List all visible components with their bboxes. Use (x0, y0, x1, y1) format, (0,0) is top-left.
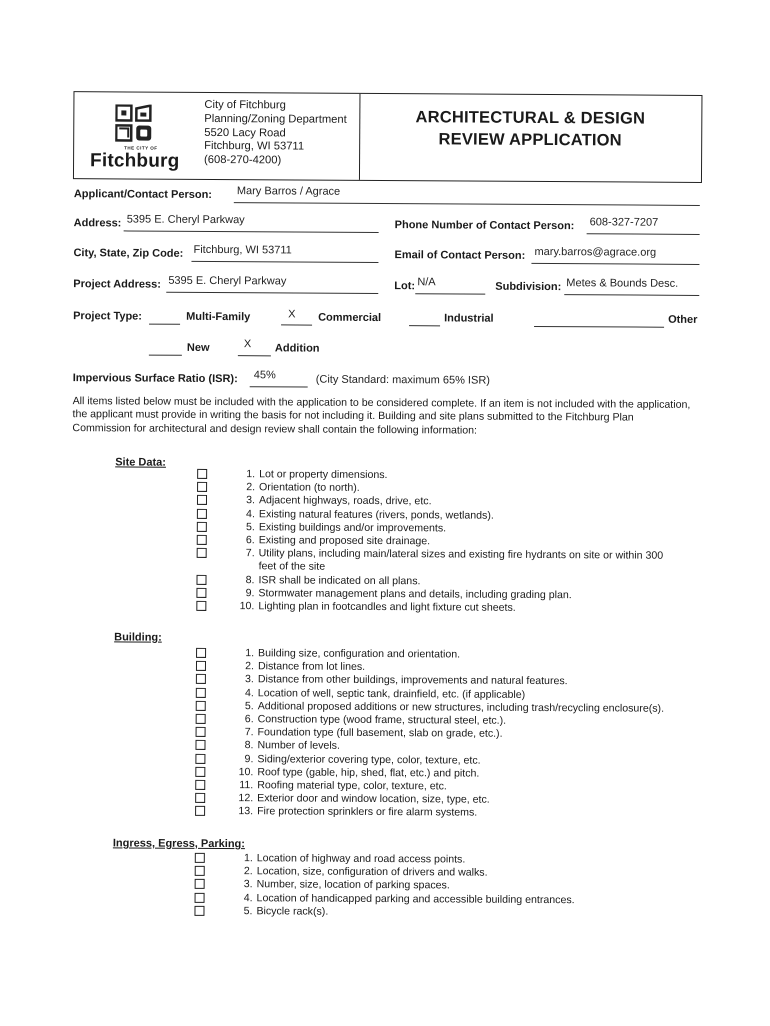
subdivision-label: Subdivision: (495, 281, 561, 293)
item-number: 7. (228, 726, 254, 739)
item-number: 3. (228, 673, 254, 686)
subdivision-line (564, 294, 699, 296)
item-text: Existing and proposed site drainage. (259, 534, 430, 548)
city-name: Fitchburg (90, 150, 180, 173)
item-text: ISR shall be indicated on all plans. (258, 574, 420, 588)
item-number: 4. (228, 687, 254, 700)
item-text: Location of highway and road access points. (257, 852, 466, 866)
ingress-egress-parking-heading: Ingress, Egress, Parking: (113, 837, 245, 850)
checkbox[interactable] (196, 648, 206, 658)
address-line: Fitchburg, WI 53711 (204, 140, 347, 155)
industrial-option: Industrial (444, 312, 494, 324)
item-text: Location, size, configuration of drivers and walks. (257, 865, 488, 880)
lot-label: Lot: (394, 280, 415, 292)
checkbox[interactable] (196, 601, 206, 611)
item-number: 4. (227, 892, 253, 905)
item-text: Location of handicapped parking and accessible building entrances. (257, 892, 575, 907)
item-number: 5. (229, 521, 255, 534)
item-text: Fire protection sprinklers or fire alarm systems. (257, 806, 477, 821)
checkbox[interactable] (196, 574, 206, 584)
checkbox[interactable] (197, 548, 207, 558)
address-line: Planning/Zoning Department (204, 113, 347, 128)
form-title-line: REVIEW APPLICATION (360, 128, 700, 152)
isr-field[interactable]: 45% (254, 369, 276, 381)
item-number: 9. (227, 753, 253, 766)
item-text: Lot or property dimensions. (259, 468, 387, 482)
multifamily-option: Multi-Family (186, 311, 250, 323)
checkbox[interactable] (195, 806, 205, 816)
isr-note: (City Standard: maximum 65% ISR) (316, 374, 490, 387)
checkbox[interactable] (197, 482, 207, 492)
checkbox[interactable] (196, 661, 206, 671)
checkbox[interactable] (195, 793, 205, 803)
multifamily-blank[interactable] (149, 324, 180, 325)
isr-label: Impervious Surface Ratio (ISR): (73, 372, 238, 385)
checkbox[interactable] (196, 687, 206, 697)
checkbox[interactable] (196, 727, 206, 737)
item-number: 11. (227, 779, 253, 792)
item-number: 12. (227, 792, 253, 805)
checkbox[interactable] (196, 588, 206, 598)
email-label: Email of Contact Person: (394, 249, 525, 262)
city-small-label: THE CITY OF (124, 145, 157, 150)
checkbox[interactable] (195, 853, 205, 863)
item-text: Number, size, location of parking spaces. (257, 879, 450, 893)
checkbox[interactable] (195, 892, 205, 902)
checkbox[interactable] (195, 740, 205, 750)
checkbox[interactable] (195, 753, 205, 763)
checkbox[interactable] (196, 714, 206, 724)
item-text: Orientation (to north). (259, 481, 360, 495)
address-line (124, 230, 379, 233)
item-text: Existing natural features (rivers, ponds, wetlands). (259, 508, 494, 523)
commercial-option: Commercial (318, 312, 381, 324)
item-number: 10. (227, 766, 253, 779)
lot-line (415, 293, 485, 294)
lot-field[interactable]: N/A (417, 276, 435, 288)
fitchburg-logo (88, 100, 198, 173)
addition-blank[interactable] (238, 355, 271, 356)
checkbox[interactable] (196, 674, 206, 684)
form-title (360, 106, 700, 152)
item-number: 1. (228, 647, 254, 660)
item-number: 10. (228, 600, 254, 613)
city-logo-icon (115, 104, 155, 144)
industrial-blank[interactable] (409, 325, 440, 326)
item-text: Bicycle rack(s). (256, 905, 328, 919)
header-box (73, 91, 703, 183)
item-text: Exterior door and window location, size, type, etc. (257, 792, 490, 807)
item-number: 9. (228, 587, 254, 600)
item-number: 13. (227, 805, 253, 818)
isr-line (250, 386, 308, 387)
project-address-field[interactable]: 5395 E. Cheryl Parkway (168, 275, 286, 288)
applicant-label: Applicant/Contact Person: (74, 188, 212, 201)
checkbox[interactable] (197, 469, 207, 479)
item-number: 7. (229, 547, 255, 560)
item-text: Location of well, septic tank, drainfield, etc. (if applicable) (258, 687, 525, 702)
instructions-paragraph: All items listed below must be included with the application to be considered complete. If an item is not included with the application, the applicant must provide in writing the basis for not including it. Building and site plans submitted to the Fitchburg Plan Commission for architectural and design review shall contain the following information: (72, 395, 692, 439)
addition-mark: X (244, 338, 251, 350)
item-text: Building size, configuration and orientation. (258, 647, 460, 661)
subdivision-field[interactable]: Metes & Bounds Desc. (566, 277, 678, 290)
email-field[interactable]: mary.barros@agrace.org (534, 246, 656, 259)
department-address (204, 99, 347, 169)
item-number: 1. (227, 852, 253, 865)
item-number: 6. (228, 713, 254, 726)
commercial-blank[interactable] (281, 324, 312, 325)
checkbox[interactable] (195, 780, 205, 790)
address-line: City of Fitchburg (204, 99, 347, 114)
checkbox[interactable] (195, 767, 205, 777)
project-address-line (166, 292, 378, 294)
commercial-mark: X (288, 308, 295, 320)
other-option: Other (668, 314, 697, 326)
checkbox[interactable] (197, 495, 207, 505)
applicant-line (234, 202, 700, 206)
new-option: New (187, 342, 210, 354)
project-address-label: Project Address: (73, 278, 161, 291)
item-number: 4. (229, 508, 255, 521)
phone-label: Phone Number of Contact Person: (395, 219, 575, 232)
city-state-zip-line (191, 261, 378, 263)
item-text: Additional proposed additions or new structures, including trash/recycling enclosure(s). (258, 700, 664, 716)
item-number: 5. (226, 905, 252, 918)
checkbox[interactable] (197, 508, 207, 518)
email-line (531, 263, 699, 265)
item-text: Stormwater management plans and details, including grading plan. (258, 587, 571, 602)
building-heading: Building: (114, 631, 162, 643)
item-number: 8. (227, 739, 253, 752)
address-field[interactable]: 5395 E. Cheryl Parkway (127, 213, 245, 226)
address-line: (608-270-4200) (204, 154, 347, 169)
checkbox[interactable] (197, 535, 207, 545)
item-text: Distance from other buildings, improvements and natural features. (258, 674, 568, 689)
item-text: Distance from lot lines. (258, 660, 365, 674)
phone-line (587, 233, 700, 235)
project-type-label: Project Type: (73, 310, 142, 322)
item-text: Lighting plan in footcandles and light fixture cut sheets. (258, 600, 515, 615)
addition-option: Addition (275, 342, 320, 354)
item-text: Adjacent highways, roads, drive, etc. (259, 495, 432, 509)
other-blank[interactable] (534, 326, 664, 328)
item-text: Utility plans, including main/lateral sizes and existing fire hydrants on site or within 300 (259, 547, 664, 563)
item-number: 1. (229, 468, 255, 481)
city-state-zip-field[interactable]: Fitchburg, WI 53711 (193, 244, 291, 257)
item-number: 3. (229, 494, 255, 507)
checkbox[interactable] (194, 906, 204, 916)
item-number: 5. (228, 700, 254, 713)
item-text-continued: feet of the site (259, 561, 326, 575)
item-number: 2. (229, 481, 255, 494)
item-text: Roofing material type, color, texture, etc. (257, 779, 447, 793)
item-text: Foundation type (full basement, slab on grade, etc.). (258, 726, 503, 741)
item-number: 3. (227, 878, 253, 891)
item-text: Number of levels. (257, 740, 340, 754)
item-number: 8. (228, 574, 254, 587)
item-number: 2. (227, 865, 253, 878)
address-line: 5520 Lacy Road (204, 127, 347, 142)
address-label: Address: (74, 217, 122, 229)
site-data-list (196, 468, 197, 613)
checkbox[interactable] (195, 879, 205, 889)
checkbox[interactable] (195, 866, 205, 876)
form-title-line: ARCHITECTURAL & DESIGN (360, 106, 700, 130)
site-data-heading: Site Data: (115, 456, 166, 468)
building-list (195, 647, 196, 818)
phone-field[interactable]: 608-327-7207 (590, 216, 659, 228)
new-blank[interactable] (149, 355, 182, 356)
checkbox[interactable] (196, 701, 206, 711)
item-text: Siding/exterior covering type, color, texture, etc. (257, 753, 480, 768)
checkbox[interactable] (197, 522, 207, 532)
item-number: 6. (229, 534, 255, 547)
city-state-zip-label: City, State, Zip Code: (73, 247, 183, 260)
item-text: Construction type (wood frame, structural steel, etc.). (258, 713, 507, 728)
item-text: Existing buildings and/or improvements. (259, 521, 446, 535)
applicant-field[interactable]: Mary Barros / Agrace (237, 185, 340, 198)
item-text: Roof type (gable, hip, shed, flat, etc.) and pitch. (257, 766, 479, 781)
item-number: 2. (228, 660, 254, 673)
